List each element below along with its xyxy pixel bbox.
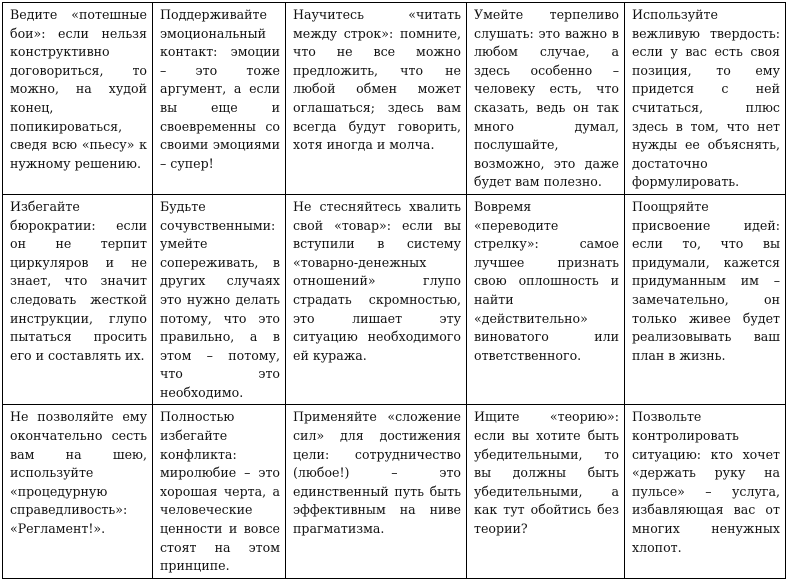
table-cell: Используйте вежливую твердость: если у вас есть своя позиция, то ему придется с ней считаться, плюс здесь в том, что нет нужды ее объяснять, достаточно формулировать.: [625, 3, 786, 195]
tips-table: [2, 2, 786, 579]
table-cell: Будьте сочувственными: умейте сопереживать, в других случаях это нужно делать потому, что это правильно, а в этом – потому, что это необходимо.: [153, 194, 286, 405]
table-cell: Научитесь «читать между строк»: помните, что не все можно предложить, что не любой обмен может оглашаться; здесь вам всегда будут говорить, хотя иногда и молча.: [286, 3, 467, 195]
table-cell: Полностью избегайте конфликта: миролюбие – это хорошая черта, а человеческие ценности и вовсе стоят на этом принципе.: [153, 405, 286, 578]
table-cell: Позвольте контролировать ситуацию: кто хочет «держать руку на пульсе» – услуга, избавляющая вас от многих ненужных хлопот.: [625, 405, 786, 578]
table-row: [3, 3, 786, 195]
table-cell: Поддерживайте эмоциональный контакт: эмоции – это тоже аргумент, а если вы еще и своевременны со своими эмоциями – супер!: [153, 3, 286, 195]
table-cell: Умейте терпеливо слушать: это важно в любом случае, а здесь особенно – человеку есть, что сказать, ведь он так много думал, послушайте, возможно, это даже будет вам полезно.: [467, 3, 625, 195]
table-cell: Применяйте «сложение сил» для достижения цели: сотрудничество (любое!) – это единственный путь быть эффективным на ниве прагматизма.: [286, 405, 467, 578]
table-row: [3, 405, 786, 578]
table-cell: Поощряйте присвоение идей: если то, что вы придумали, кажется придуманным им – замечательно, он только живее будет реализовывать ваш план в жизнь.: [625, 194, 786, 405]
table-cell: Ищите «теорию»: если вы хотите быть убедительными, то вы должны быть убедительными, а как тут обойтись без теории?: [467, 405, 625, 578]
table-cell: Избегайте бюрократии: если он не терпит циркуляров и не знает, что значит следовать жесткой инструкции, глупо пытаться просить его и составлять их.: [3, 194, 153, 405]
table-row: [3, 194, 786, 405]
table-cell: Не стесняйтесь хвалить свой «товар»: если вы вступили в систему «товарно-денежных отношений» глупо страдать скромностью, это лишает эту ситуацию необходимого ей куража.: [286, 194, 467, 405]
table-cell: Не позволяйте ему окончательно сесть вам на шею, используйте «процедурную справедливость»: «Регламент!».: [3, 405, 153, 578]
table-cell: Ведите «потешные бои»: если нельзя конструктивно договориться, то можно, на худой конец, попикироваться, сведя всю «пьесу» к нужному решению.: [3, 3, 153, 195]
table-cell: Вовремя «переводите стрелку»: самое лучшее признать свою оплошность и найти «действительно» виноватого или ответственного.: [467, 194, 625, 405]
